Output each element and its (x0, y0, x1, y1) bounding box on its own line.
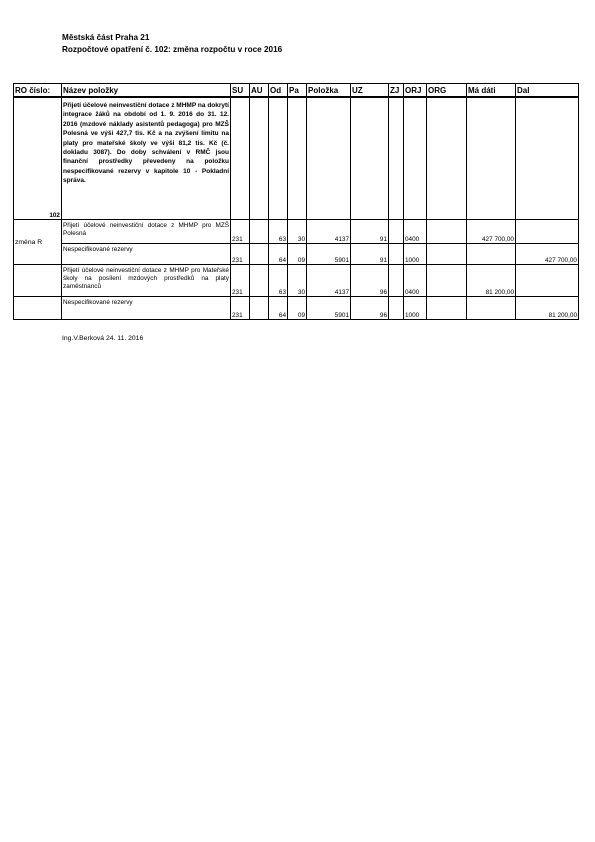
signature-line: Ing.V.Berková 24. 11. 2016 (62, 335, 144, 342)
row-orj: 1000 (404, 244, 427, 265)
col-header-uz: UZ (351, 84, 389, 98)
change-label: změna R (14, 220, 62, 265)
col-header-ro: RO číslo: (14, 84, 62, 98)
row-zj (389, 265, 404, 297)
row-polozka: 5901 (307, 297, 351, 320)
row-od: 64 (269, 244, 288, 265)
row-au (250, 244, 269, 265)
row-zj (389, 244, 404, 265)
table-row (14, 297, 579, 320)
row-polozka: 4137 (307, 265, 351, 297)
row-pa: 30 (288, 220, 307, 244)
row-nazev: Nespecifikované rezervy (62, 244, 231, 265)
row-ma-dati (467, 297, 516, 320)
col-header-zj: ZJ (389, 84, 404, 98)
table-row (14, 220, 579, 244)
row-pa: 30 (288, 265, 307, 297)
row-ma-dati (467, 244, 516, 265)
row-orj: 1000 (404, 297, 427, 320)
row-od: 63 (269, 265, 288, 297)
row-au (250, 297, 269, 320)
table-row (14, 265, 579, 297)
row-orj: 0400 (404, 220, 427, 244)
row-zj (389, 297, 404, 320)
row-pa: 09 (288, 297, 307, 320)
row-od: 63 (269, 220, 288, 244)
row-dal (516, 220, 579, 244)
row-zj (389, 220, 404, 244)
row-au (250, 220, 269, 244)
row-polozka: 4137 (307, 220, 351, 244)
row-uz: 91 (351, 220, 389, 244)
document-title-municipality: Městská část Praha 21 (62, 33, 150, 42)
row-au (250, 265, 269, 297)
col-header-ma-dati: Má dáti (467, 84, 516, 98)
row-ma-dati: 81 200,00 (467, 265, 516, 297)
row-su: 231 (231, 220, 250, 244)
row-polozka: 5901 (307, 244, 351, 265)
ro-description: Přijetí účelové neinvestiční dotace z MHMP na dokrytí integrace žáků na období od 1. 9. 2016 do 31. 12. 2016 (mzdové náklady asistentů pedagoga) pro MZŠ Polesná ve výši 427,7 tis. Kč a na zvýšení limitu na platy pro mateřské školy ve výši 81,2 tis. Kč (č. dokladu 3087). Do doby schválení v RMČ jsou finanční prostředky převedeny na položku nespecifikované rezervy v kapitole 10 - Pokladní správa. (62, 97, 231, 220)
row-pa: 09 (288, 244, 307, 265)
table-header-row (14, 84, 579, 98)
col-header-orj: ORJ (404, 84, 427, 98)
row-dal (516, 265, 579, 297)
row-uz: 96 (351, 297, 389, 320)
row-dal: 81 200,00 (516, 297, 579, 320)
col-header-polozka: Položka (307, 84, 351, 98)
col-header-pa: Pa (288, 84, 307, 98)
row-org (427, 265, 467, 297)
ro-number: 102 (14, 97, 62, 220)
row-orj: 0400 (404, 265, 427, 297)
row-su: 231 (231, 244, 250, 265)
row-od: 64 (269, 297, 288, 320)
col-header-dal: Dal (516, 84, 579, 98)
row-uz: 96 (351, 265, 389, 297)
col-header-au: AU (250, 84, 269, 98)
row-org (427, 297, 467, 320)
row-nazev: Přijetí účelové neinvestiční dotace z MHMP pro MZŠ Polesná (62, 220, 231, 244)
row-nazev: Nespecifikované rezervy (62, 297, 231, 320)
col-header-su: SU (231, 84, 250, 98)
description-row (14, 97, 579, 220)
row-org (427, 244, 467, 265)
col-header-nazev: Název položky (62, 84, 231, 98)
row-dal: 427 700,00 (516, 244, 579, 265)
document-title-budget-measure: Rozpočtové opatření č. 102: změna rozpočtu v roce 2016 (62, 45, 283, 54)
row-uz: 91 (351, 244, 389, 265)
budget-table (13, 83, 579, 320)
row-org (427, 220, 467, 244)
table-row (14, 244, 579, 265)
row-ma-dati: 427 700,00 (467, 220, 516, 244)
col-header-od: Od (269, 84, 288, 98)
col-header-org: ORG (427, 84, 467, 98)
row-nazev: Přijetí účelové neinvestiční dotace z MHMP pro Mateřské školy na posílení mzdových prostředků na platy zaměstnanců (62, 265, 231, 297)
row-su: 231 (231, 265, 250, 297)
row-su: 231 (231, 297, 250, 320)
